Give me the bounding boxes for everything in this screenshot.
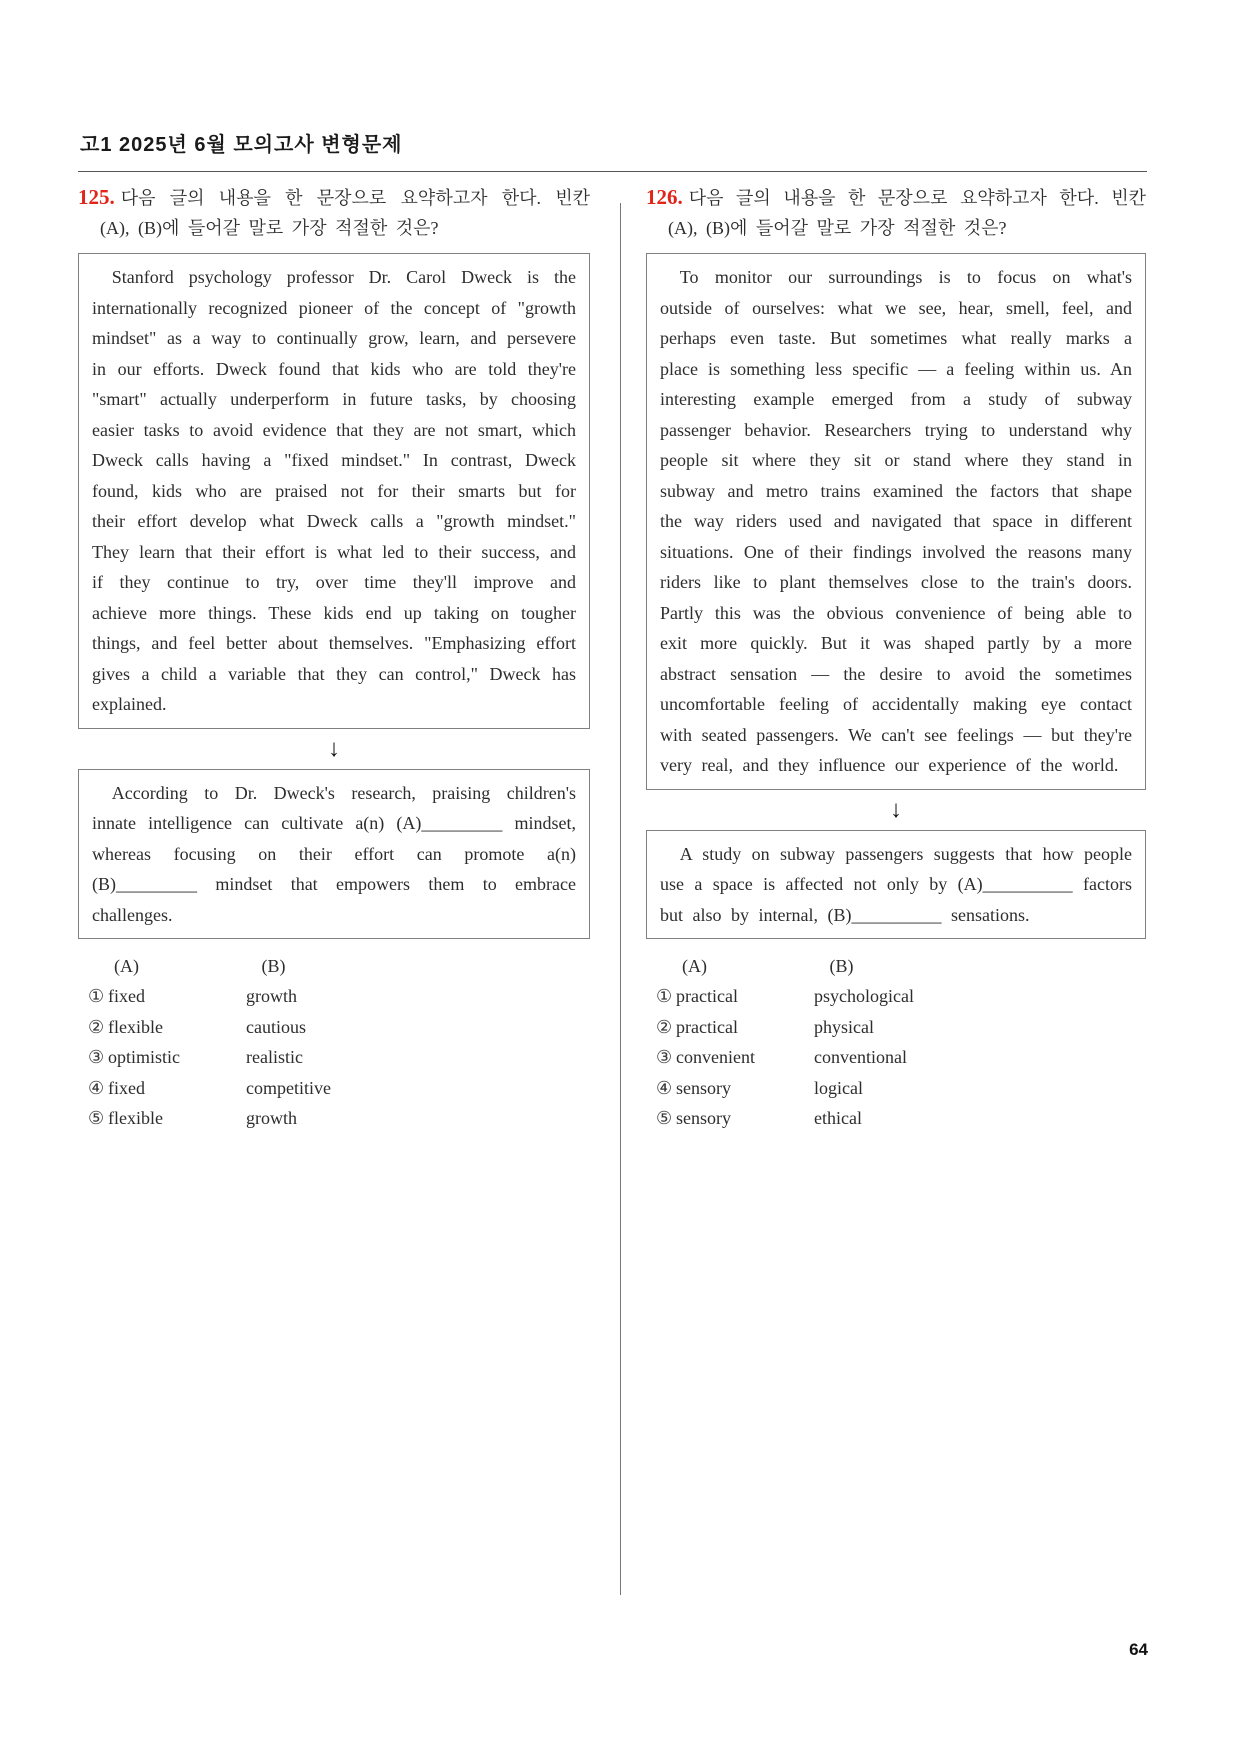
option-marker: ② xyxy=(88,1016,105,1037)
option-row xyxy=(78,1073,590,1104)
option-marker: ⑤ xyxy=(656,1108,673,1128)
option-b-label: conventional xyxy=(814,1047,907,1067)
option-b-label: growth xyxy=(246,986,297,1006)
option-b-label: realistic xyxy=(246,1047,303,1067)
option-row xyxy=(78,1103,590,1134)
option-row xyxy=(646,1073,1146,1104)
option-a-label: practical xyxy=(676,986,738,1006)
option-b-label: ethical xyxy=(814,1108,862,1128)
summary-text: A study on subway passengers suggests that how people use a space is affected not only by (A)__________ factors but also by internal, (B)__________ sensations. xyxy=(660,843,1132,925)
option-a-label: flexible xyxy=(108,1016,163,1037)
option-column-headers xyxy=(646,951,1146,981)
option-marker: ④ xyxy=(88,1077,105,1098)
option-row xyxy=(646,1103,1146,1134)
option-a-label: convenient xyxy=(676,1047,755,1067)
question-block-125 xyxy=(78,182,590,1134)
col-a-header: (A) xyxy=(682,956,707,976)
option-a-label: practical xyxy=(676,1016,738,1037)
option-b-label: physical xyxy=(814,1016,874,1037)
question-prompt-text: 다음 글의 내용을 한 문장으로 요약하고자 한다. 빈칸 xyxy=(688,188,1146,208)
option-a-label: fixed xyxy=(108,1077,145,1098)
option-row xyxy=(78,981,590,1012)
option-marker: ① xyxy=(656,986,673,1006)
option-row xyxy=(646,1012,1146,1043)
option-a-label: sensory xyxy=(676,1108,731,1128)
question-block-126 xyxy=(646,182,1146,1134)
question-number: 125. xyxy=(78,185,115,209)
option-b-label: growth xyxy=(246,1108,297,1128)
col-b-header: (B) xyxy=(261,956,286,976)
option-marker: ④ xyxy=(656,1077,673,1098)
option-row xyxy=(78,1042,590,1073)
option-b-label: logical xyxy=(814,1077,863,1098)
option-a-label: sensory xyxy=(676,1077,731,1098)
option-marker: ③ xyxy=(656,1047,673,1067)
passage-box xyxy=(78,253,590,729)
header-rule xyxy=(78,171,1147,172)
question-prompt-line1 xyxy=(78,182,590,213)
option-row xyxy=(78,1012,590,1043)
option-marker: ① xyxy=(88,986,105,1006)
down-arrow-icon: ↓ xyxy=(890,796,902,823)
question-prompt-line2: (A), (B)에 들어갈 말로 가장 적절한 것은? xyxy=(668,218,1007,238)
question-prompt-line2: (A), (B)에 들어갈 말로 가장 적절한 것은? xyxy=(100,218,439,238)
question-prompt-line1 xyxy=(646,182,1146,213)
summary-box xyxy=(646,830,1146,940)
option-marker: ③ xyxy=(88,1047,105,1067)
passage-text: To monitor our surroundings is to focus on what's outside of ourselves: what we see, hear, smell, feel, and perhaps even taste. But sometimes what really marks a place is something less specific — a feeling within us. An interesting example emerged from a study of subway passenger behavior. Researchers trying to understand why people sit where they sit or stand where they stand in subway and metro trains examined the factors that shape the way riders used and navigated that space in different situations. One of their findings involved the reasons many riders like to plant themselves close to the train's doors. Partly this was the obvious convenience of being able to exit more quickly. But it was shaped partly by a more abstract sensation — the desire to avoid the sometimes uncomfortable feeling of accidentally making eye contact with seated passengers. We can't see feelings — but they're very real, and they influence our experience of the world. xyxy=(660,267,1132,775)
option-row xyxy=(646,981,1146,1012)
summary-box xyxy=(78,769,590,940)
question-number: 126. xyxy=(646,185,683,209)
option-b-label: psychological xyxy=(814,986,914,1006)
passage-box xyxy=(646,253,1146,790)
page-title: 고1 2025년 6월 모의고사 변형문제 xyxy=(80,134,403,156)
option-a-label: fixed xyxy=(108,986,145,1006)
col-a-header: (A) xyxy=(114,956,139,976)
option-a-label: optimistic xyxy=(108,1047,180,1067)
option-row xyxy=(646,1042,1146,1073)
option-marker: ② xyxy=(656,1016,673,1037)
col-b-header: (B) xyxy=(829,956,854,976)
option-column-headers xyxy=(78,951,590,981)
question-prompt-text: 다음 글의 내용을 한 문장으로 요약하고자 한다. 빈칸 xyxy=(120,188,590,208)
option-b-label: competitive xyxy=(246,1077,331,1098)
option-a-label: flexible xyxy=(108,1108,163,1128)
passage-text: Stanford psychology professor Dr. Carol Dweck is the internationally recognized pioneer of the concept of "growth mindset" as a way to continually grow, learn, and persevere in our efforts. Dweck found that kids who are told they're "smart" actually underperform in future tasks, by choosing easier tasks to avoid evidence that they are not smart, which Dweck calls having a "fixed mindset." In contrast, Dweck found, kids who are praised not for their smarts but for their effort develop what Dweck calls a "growth mindset." They learn that their effort is what led to their success, and if they continue to try, over time they'll improve and achieve more things. These kids end up taking on tougher things, and feel better about themselves. "Emphasizing effort gives a child a variable that they can control," Dweck has explained. xyxy=(92,267,576,714)
column-divider xyxy=(620,203,621,1595)
option-b-label: cautious xyxy=(246,1016,306,1037)
down-arrow-icon: ↓ xyxy=(328,735,340,762)
option-marker: ⑤ xyxy=(88,1108,105,1128)
summary-text: According to Dr. Dweck's research, praising children's innate intelligence can cultivate a(n) (A)_________ mindset, whereas focusing on their effort can promote a(n) (B)_________ mindset that empowers them to embrace challenges. xyxy=(92,782,576,925)
page-number: 64 xyxy=(1129,1640,1148,1659)
